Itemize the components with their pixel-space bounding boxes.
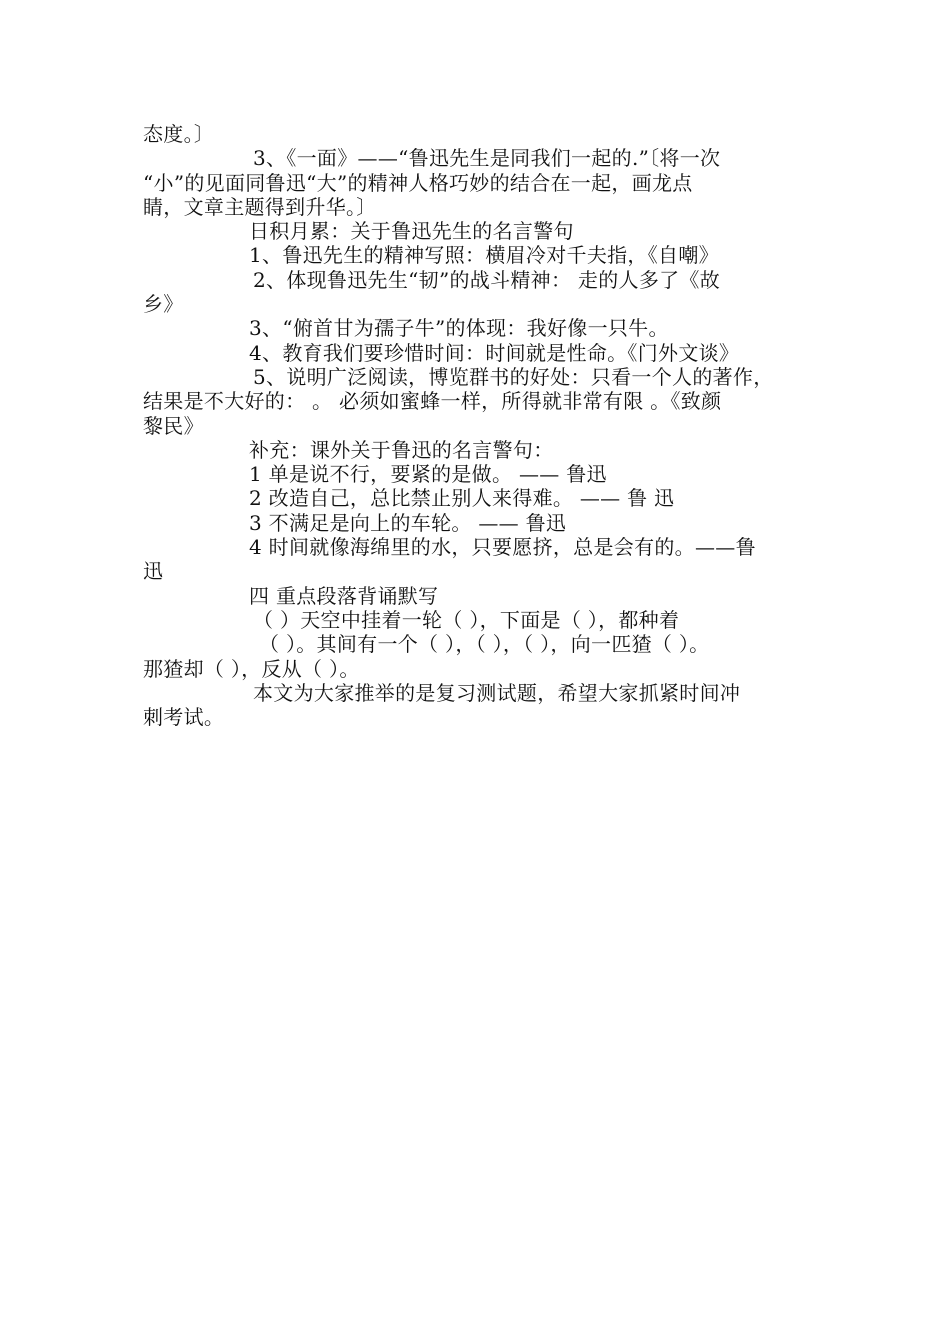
quote-line-1: 1 单是说不行，要紧的是做。 —— 鲁迅	[249, 462, 607, 487]
text-line-6: 1、鲁迅先生的精神写照：横眉冷对千夫指，《自嘲》	[249, 243, 719, 268]
section-heading-supplement: 补充：课外关于鲁迅的名言警句：	[249, 437, 554, 462]
quote-line-4: 4 时间就像海绵里的水，只要愿挤，总是会有的。——鲁	[249, 535, 756, 560]
text-line-9: 3、“俯首甘为孺子牛”的体现：我好像一只牛。	[249, 316, 669, 341]
fill-blank-line-3: 那猹却（ ），反从（ ）。	[143, 656, 360, 681]
quote-line-2: 2 改造自己，总比禁止别人来得难。 —— 鲁 迅	[249, 486, 675, 511]
text-line-8: 乡》	[143, 292, 184, 317]
fill-blank-line-1: （ ）天空中挂着一轮（ ），下面是（ ），都种着	[253, 607, 680, 632]
text-line-11: 5、说明广泛阅读，博览群书的好处：只看一个人的著作，	[253, 364, 774, 389]
section-heading-accumulation: 日积月累：关于鲁迅先生的名言警句	[249, 219, 574, 244]
text-line-7: 2、体现鲁迅先生“韧”的战斗精神： 走的人多了《故	[253, 267, 721, 292]
text-line-1: 态度。〕	[143, 122, 215, 146]
document-body	[143, 122, 823, 729]
text-line-13: 黎民》	[143, 413, 204, 438]
closing-line-2: 刺考试。	[143, 705, 225, 730]
quote-line-3: 3 不满足是向上的车轮。 —— 鲁迅	[249, 510, 567, 535]
section-heading-recitation: 四 重点段落背诵默写	[249, 583, 439, 608]
text-line-10: 4、教育我们要珍惜时间：时间就是性命。《门外文谈》	[249, 340, 740, 365]
text-line-2: 3、《一面》——“鲁迅先生是同我们一起的.”〔将一次	[253, 146, 721, 171]
text-line-12: 结果是不大好的： 。 必须如蜜蜂一样，所得就非常有限 。《致颜	[143, 389, 722, 414]
text-line-3: “小”的见面同鲁迅“大”的精神人格巧妙的结合在一起，画龙点	[143, 170, 693, 195]
text-line-4: 睛，文章主题得到升华。〕	[143, 194, 377, 219]
closing-line-1: 本文为大家推举的是复习测试题，希望大家抓紧时间冲	[253, 680, 741, 705]
quote-line-4-continued: 迅	[143, 559, 164, 584]
fill-blank-line-2: （ ）。其间有一个（ ），（ ），（ ），向一匹猹（ ）。	[259, 632, 710, 657]
